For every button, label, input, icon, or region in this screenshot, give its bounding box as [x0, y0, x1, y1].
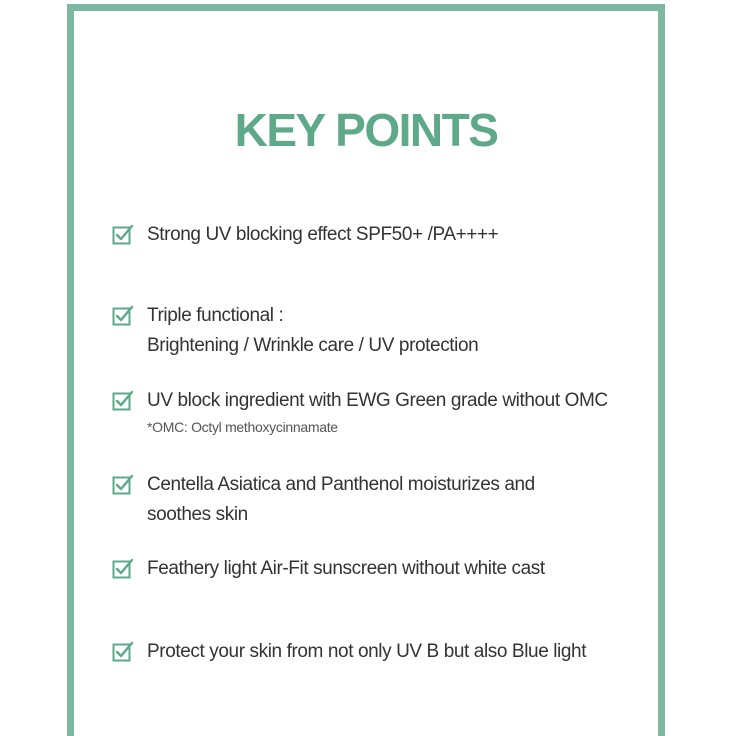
checked-box-icon — [112, 474, 134, 496]
key-point-text: Centella Asiatica and Panthenol moisturizes and — [147, 474, 535, 495]
key-point-footnote: *OMC: Octyl methoxycinnamate — [147, 419, 338, 435]
page-title: KEY POINTS — [234, 104, 498, 156]
key-point-item — [112, 470, 648, 530]
key-point-text: Strong UV blocking effect SPF50+ /PA++++ — [147, 224, 499, 245]
key-point-text: Brightening / Wrinkle care / UV protection — [147, 335, 479, 356]
key-point-text: soothes skin — [147, 504, 248, 525]
checked-box-icon — [112, 641, 134, 663]
key-point-item — [112, 301, 648, 361]
key-points-card — [67, 4, 665, 736]
key-point-text: UV block ingredient with EWG Green grade without OMC — [147, 390, 608, 411]
key-point-text: Protect your skin from not only UV B but also Blue light — [147, 641, 587, 662]
key-point-item — [112, 637, 648, 667]
key-point-text: Feathery light Air-Fit sunscreen without white cast — [147, 558, 545, 579]
key-point-item — [112, 386, 648, 438]
checked-box-icon — [112, 390, 134, 412]
checked-box-icon — [112, 305, 134, 327]
key-point-item — [112, 220, 648, 250]
key-point-item — [112, 554, 648, 584]
key-point-text: Triple functional : — [147, 305, 284, 326]
checked-box-icon — [112, 558, 134, 580]
checked-box-icon — [112, 224, 134, 246]
